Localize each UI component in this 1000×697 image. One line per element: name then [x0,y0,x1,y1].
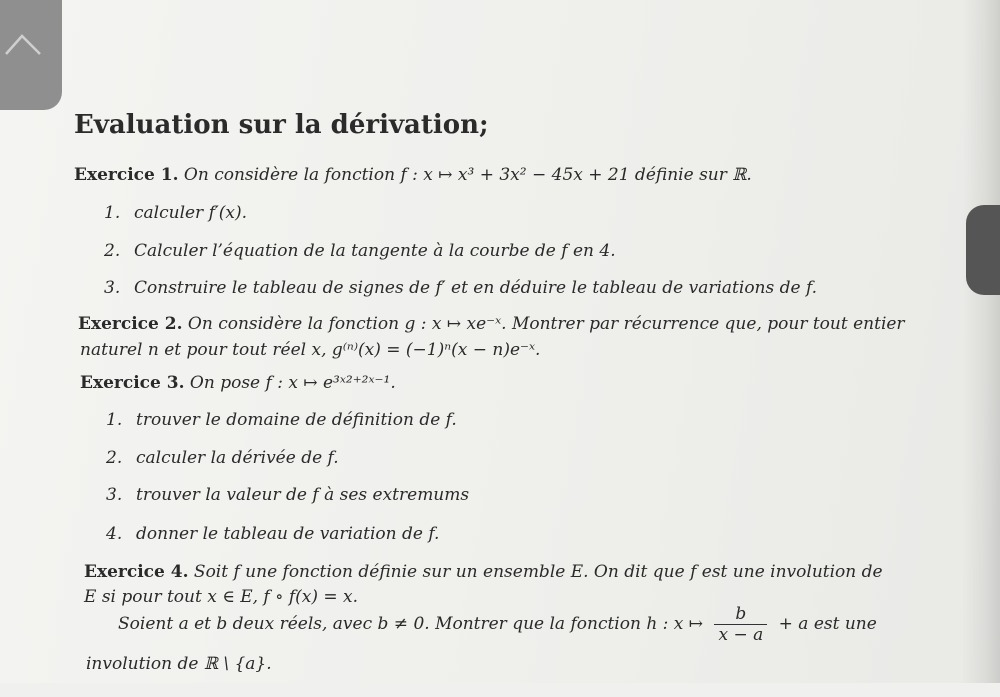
exercise-3-label: Exercice 3. [80,373,185,393]
item-text: trouver le domaine de définition de f. [136,410,457,430]
exercise-1-item-1 [104,203,247,223]
item-text: trouver la valeur de f à ses extremums [136,485,470,505]
exercise-4-statement: Soient a et b deux réels, avec b ≠ 0. Montrer que la fonction h : x ↦ [118,614,704,634]
fraction-numerator: b [714,604,767,625]
exercise-1-label: Exercice 1. [74,165,179,185]
item-number: 2. [106,448,123,468]
exercise-3-heading [80,373,396,393]
exercise-4-heading [84,562,883,582]
exercise-3-item-2 [106,448,339,468]
fraction-denominator: x − a [718,625,764,645]
exercise-4-label: Exercice 4. [84,562,189,582]
page-fold-shadow [962,0,1000,697]
exercise-1-item-3 [104,278,817,298]
item-text: Construire le tableau de signes de f′ et en déduire le tableau de variations de f. [134,278,818,298]
page-bottom-edge [0,683,1000,697]
finger-shadow [966,205,1000,295]
item-text: donner le tableau de variation de f. [136,524,440,544]
item-number: 1. [106,410,123,430]
exercise-4-statement-end: + a est une [778,614,877,634]
exercise-4-text-line-2: E si pour tout x ∈ E, f ∘ f(x) = x. [84,587,359,607]
item-number: 1. [104,203,121,223]
exercise-1-item-2 [104,241,616,261]
page-title: Evaluation sur la dérivation; [74,110,489,140]
exercise-3-text: On pose f : x ↦ e³ˣ²⁺²ˣ⁻¹. [189,373,396,393]
exercise-4-text-line-3 [118,604,877,645]
item-number: 2. [104,241,121,261]
exercise-1-heading [74,165,752,185]
item-text: calculer la dérivée de f. [136,448,339,468]
exercise-4-text-line-1: Soit f une fonction définie sur un ensemble E. On dit que f est une involution de [193,562,883,582]
item-text: Calculer l’équation de la tangente à la courbe de f en 4. [134,241,616,261]
item-number: 3. [106,485,123,505]
exercise-2-text-line-2: naturel n et pour tout réel x, g⁽ⁿ⁾(x) = (−1)ⁿ(x − n)e⁻ˣ. [80,340,541,360]
exercise-3-item-4 [106,524,439,544]
exercise-3-item-1 [106,410,457,430]
exercise-1-text: On considère la fonction f : x ↦ x³ + 3x² − 45x + 21 définie sur ℝ. [183,165,752,185]
back-button[interactable] [0,0,62,110]
exercise-2-label: Exercice 2. [78,314,183,334]
chevron-up-icon [2,30,46,60]
exercise-4-text-line-4: involution de ℝ \ {a}. [86,654,272,674]
item-text: calculer f′(x). [134,203,247,223]
fraction-b-over-x-minus-a [714,604,767,645]
exercise-3-item-3 [106,485,469,505]
item-number: 3. [104,278,121,298]
item-number: 4. [106,524,123,544]
exercise-2-heading [78,314,905,334]
exercise-2-text-line-1: On considère la fonction g : x ↦ xe⁻ˣ. Montrer par récurrence que, pour tout entier [187,314,905,334]
